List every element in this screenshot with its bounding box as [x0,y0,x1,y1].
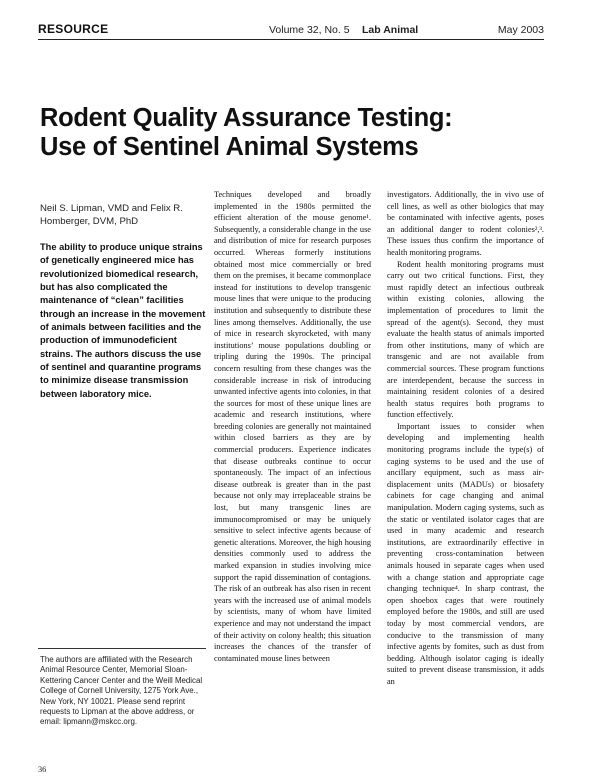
section-label: RESOURCE [38,22,109,36]
running-header [38,22,544,38]
page-number: 36 [38,765,47,774]
issue-date: May 2003 [497,24,544,36]
journal-name: Lab Animal [362,24,419,36]
body-column-2 [387,189,544,688]
author-byline: Neil S. Lipman, VMD and Felix R. Homberger, DVM, PhD [40,203,183,227]
body-paragraph: Techniques developed and broadly implemented in the 1980s permitted the efficient alteration of the mouse genome¹. Subsequently, a considerable change in the use and distribution of mice for research purposes occurred. Whereas formerly institutions obtained most mice commercially or bred them on the premises, it became commonplace instead for institutions to develop transgenic mouse lines that were unique to the producing institution and subsequently to distribute these lines among themselves. Additionally, the use of mice in research skyrocketed, with many institutions’ mouse populations doubling or tripling during the 1990s. The principal concern resulting from these changes was the considerable increase in risk of introducing unwanted infective agents into colonies, in that the sources for most of these unique lines are academic and research institutions, where breeding colonies are generally not maintained within closed barriers as they are by commercial producers. Experience indicates that disease outbreaks continue to occur spontaneously. The impact of an infectious disease outbreak is greater than in the past because not only may irreplaceable strains be lost, but many transgenic lines are immunocompromised or may be uniquely sensitive to select infective agents because of genetic alterations. Moreover, the high housing densities commonly used to address the marked expansion in studies involving mice support the rapid dissemination of contagions. The risk of an outbreak has also risen in recent years with the increased use of animal models by scientists, many of whom have limited experience and may not understand the impact of their activity on colony health; this situation increases the chances of the transfer of contaminated mouse lines between [214,190,371,663]
author-affiliation: The authors are affiliated with the Research Animal Resource Center, Memorial Sloan-Kettering Cancer Center and the Weill Medical College of Cornell University, 1275 York Ave., New York, NY 10021. Please send reprint requests to Lipman at the above address, or email: lipmann@mskcc.org. [40,655,203,727]
header-rule [38,39,544,40]
body-paragraph: Rodent health monitoring programs must carry out two critical functions. First, they must rapidly detect an infectious outbreak within existing colonies, allowing the implementation of procedures to limit the spread of the agent(s). Second, they must evaluate the health status of animals imported from other institutions, many of which are transgenic and are not available from commercial sources. These program functions are interdependent, because the success in maintaining resident colonies of a desired health status requires both programs to function effectively. [387,259,544,420]
affiliation-rule [38,648,206,649]
article-title [40,104,560,162]
abstract: The ability to produce unique strains of genetically engineered mice has revolutionized biomedical research, but has also complicated the maintenance of “clean” facilities through an increase in the movement of animals between facilities and the production of immunodeficient strains. The authors discuss the use of sentinel and quarantine programs to minimize disease transmission between laboratory mice. [40,242,206,399]
title-line-2: Use of Sentinel Animal Systems [40,133,419,161]
body-paragraph: Important issues to consider when developing and implementing health monitoring programs include the type(s) of caging systems to be used and the use of ancillary equipment, such as mass air-displacement units (MADUs) or biosafety cabinets for cage changing and animal manipulation. Modern caging systems, such as the static or ventilated isolator cages that are used in many academic and research institutions, are extraordinarily effective in preventing cross-contamination between animals housed in separate cages when used with a change station and appropriate cage changing technique⁴. In sharp contrast, the open shoebox cages that were routinely employed before the 1980s, and still are used today by most commercial vendors, are conducive to the transmission of many infective agents by fomites, such as dust from bedding. Although isolator caging is ideally suited to prevent disease transmission, it adds an [387,421,544,686]
volume-issue: Volume 32, No. 5 [269,24,350,36]
title-line-1: Rodent Quality Assurance Testing: [40,104,453,132]
body-column-1 [214,189,371,664]
body-paragraph: investigators. Additionally, the in vivo use of cell lines, as well as other biologics that may be contaminated with infective agents, poses an additional danger to rodent colonies²,³. These issues thus confirm the importance of health monitoring programs. [387,190,544,257]
